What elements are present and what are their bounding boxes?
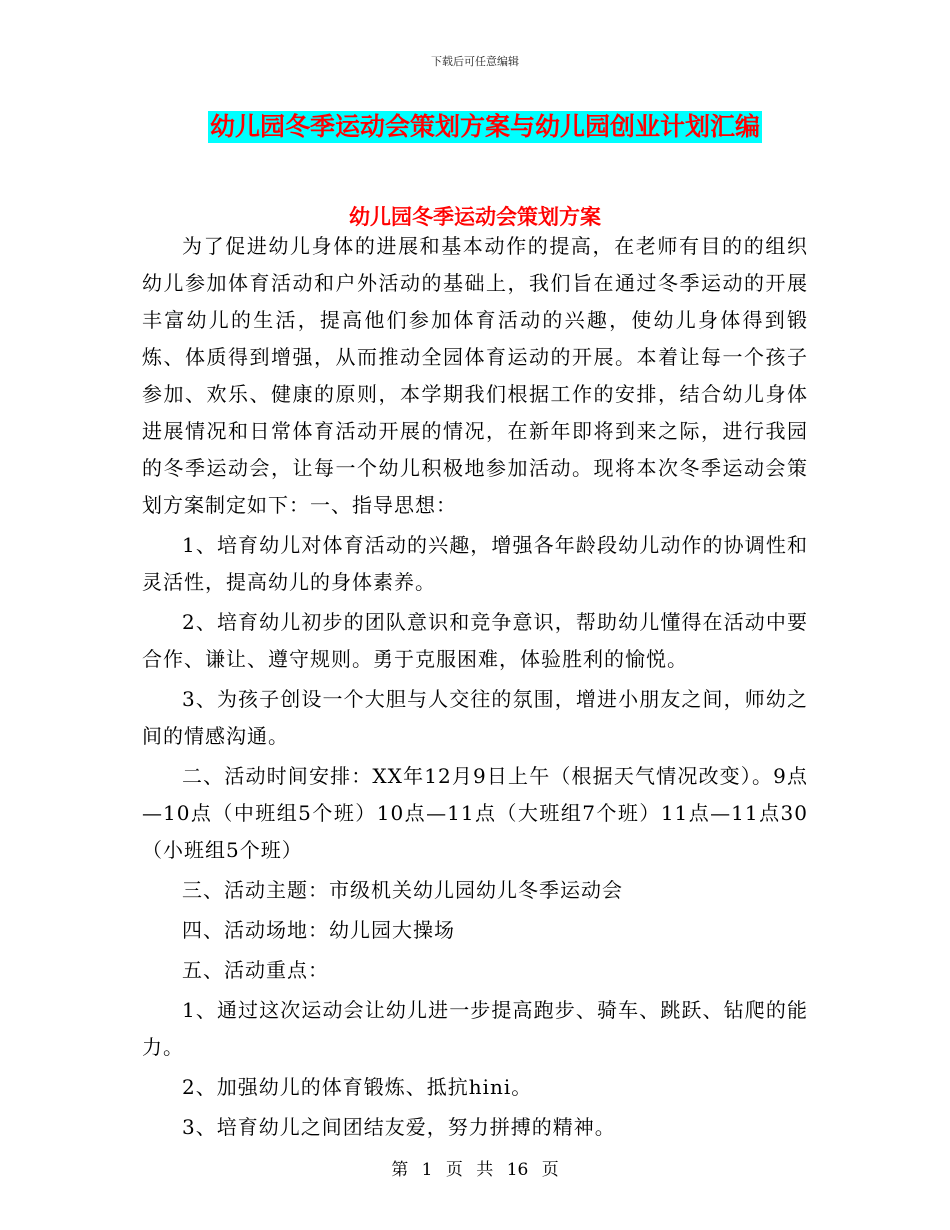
section-title: 幼儿园冬季运动会策划方案 [349, 204, 601, 229]
footer-prefix: 第 [391, 1160, 409, 1180]
schedule-paragraph: 二、活动时间安排：XX年12月9日上午（根据天气情况改变）。9点—10点（中班组5个班）10点—11点（大班组7个班）11点—11点30（小班组5个班） [142, 764, 808, 862]
venue-paragraph: 四、活动场地：幼儿园大操场 [182, 918, 455, 942]
focus-item-2: 2、加强幼儿的体育锻炼、抵抗hini。 [182, 1075, 533, 1099]
footer-total-pages: 16 [506, 1160, 529, 1180]
focus-item-3: 3、培育幼儿之间团结友爱，努力拼搏的精神。 [182, 1115, 616, 1139]
focus-heading: 五、活动重点： [182, 958, 329, 982]
guideline-item-1: 1、培育幼儿对体育活动的兴趣，增强各年龄段幼儿动作的协调性和灵活性，提高幼儿的身体素养。 [142, 533, 808, 594]
theme-paragraph: 三、活动主题：市级机关幼儿园幼儿冬季运动会 [182, 878, 623, 902]
footer-suffix: 页 [541, 1160, 559, 1180]
footer-page-label: 页 [445, 1160, 463, 1180]
intro-paragraph: 为了促进幼儿身体的进展和基本动作的提高，在老师有目的的组织幼儿参加体育活动和户外活动的基础上，我们旨在通过冬季运动的开展丰富幼儿的生活，提高他们参加体育活动的兴趣，使幼儿身体得到锻炼、体质得到增强，从而推动全园体育运动的开展。本着让每一个孩子参加、欢乐、健康的原则，本学期我们根据工作的安排，结合幼儿身体进展情况和日常体育活动开展的情况，在新年即将到来之际，进行我园的冬季运动会，让每一个幼儿积极地参加活动。现将本次冬季运动会策划方案制定如下：一、指导思想： [142, 234, 808, 517]
header-note: 下载后可任意编辑 [431, 55, 519, 68]
guideline-item-3: 3、为孩子创设一个大胆与人交往的氛围，增进小朋友之间，师幼之间的情感沟通。 [142, 687, 808, 748]
footer-page-number: 1 [421, 1160, 433, 1180]
document-body [142, 228, 808, 1149]
focus-item-1: 1、通过这次运动会让幼儿进一步提高跑步、骑车、跳跃、钻爬的能力。 [142, 998, 808, 1059]
guideline-item-2: 2、培育幼儿初步的团队意识和竞争意识，帮助幼儿懂得在活动中要合作、谦让、遵守规则。勇于克服困难，体验胜利的愉悦。 [142, 610, 808, 671]
footer-total-label: 共 [476, 1160, 494, 1180]
document-title: 幼儿园冬季运动会策划方案与幼儿园创业计划汇编 [210, 112, 761, 141]
page-footer [0, 1155, 950, 1180]
